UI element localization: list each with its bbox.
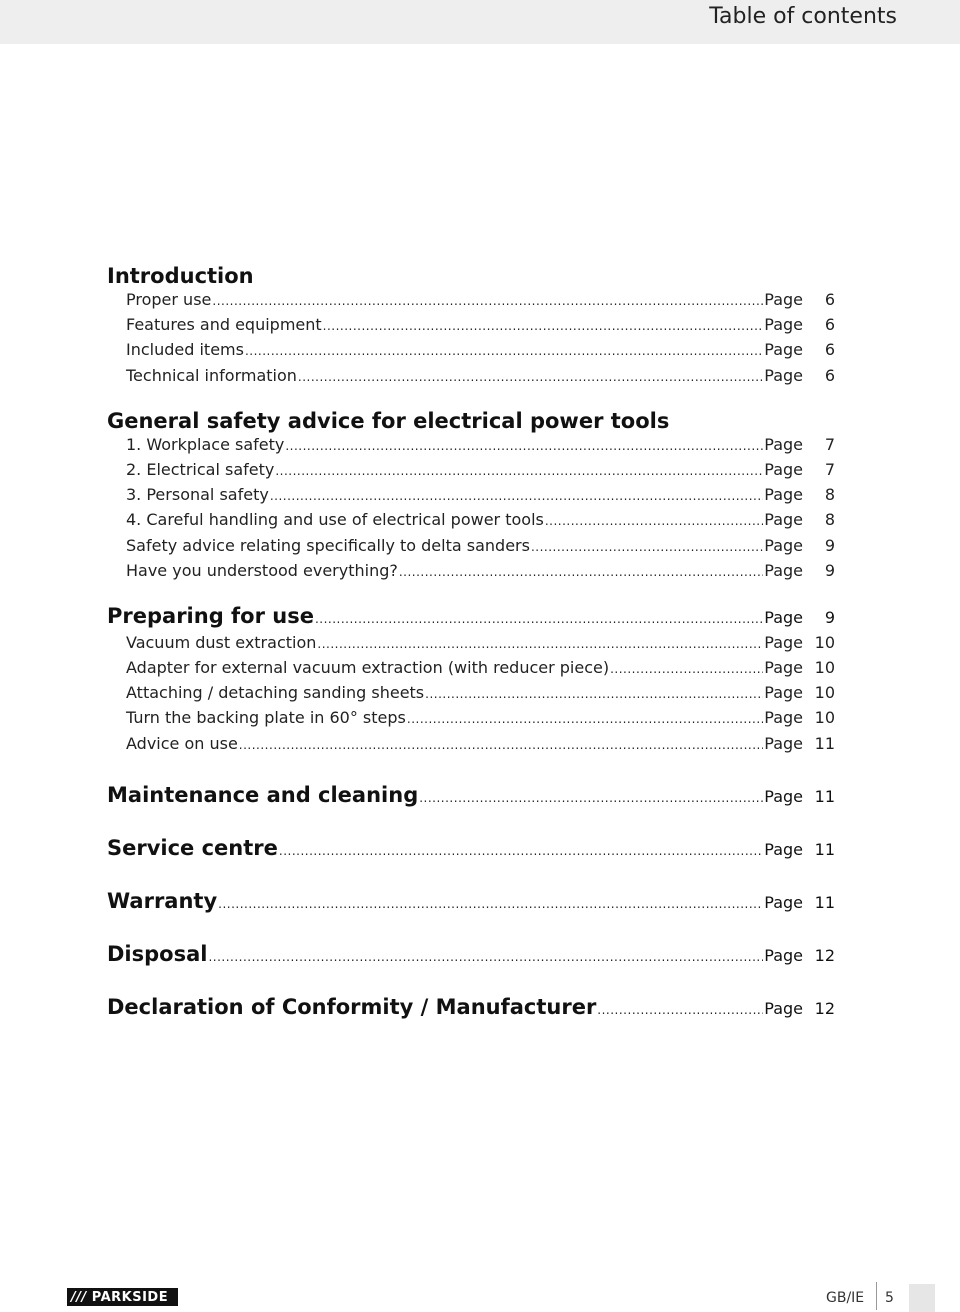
dot-leader [545,514,763,528]
toc-entry-page: 7 [824,459,835,479]
dot-leader [315,605,763,633]
region-code: GB/IE [826,1290,865,1306]
page-word: Page [764,708,803,728]
section-page: 11 [814,786,835,806]
page-number: 5 [885,1290,894,1306]
toc-entry-label: Have you understood everything? [126,560,398,580]
logo-text: PARKSIDE [91,1289,169,1305]
dot-leader [425,687,763,701]
toc-entry[interactable] [107,633,835,658]
page-word: Page [764,290,803,309]
toc-entry-page: 10 [814,708,835,728]
dot-leader [218,890,763,918]
dot-leader [323,319,764,333]
toc-entry-label: Vacuum dust extraction [126,632,317,652]
toc-section-heading-safety: General safety advice for electrical power tools [107,408,670,433]
dot-leader [208,943,763,971]
page-title: Table of contents [709,4,897,29]
toc-entry-page: 6 [824,315,835,335]
toc-entry-page: 10 [814,683,835,703]
dot-leader [597,996,763,1024]
dot-leader [239,738,763,752]
toc-section-heading-service[interactable] [107,834,835,865]
page-word: Page [764,485,803,505]
toc-entry[interactable] [107,734,835,759]
page-word: Page [764,459,803,479]
toc-section-heading-introduction: Introduction [107,264,254,288]
toc-entry[interactable] [107,460,835,485]
section-heading-label: Warranty [107,888,218,913]
dot-leader [275,464,763,478]
toc-entry[interactable] [107,561,835,586]
toc-entry-page: 6 [824,340,835,360]
toc-entry-page: 8 [824,510,835,530]
toc-entry-label: 2. Electrical safety [126,459,275,479]
dot-leader [270,489,763,503]
toc-entry-label: Turn the backing plate in 60° steps [126,708,406,728]
toc-entry[interactable] [107,315,835,340]
toc-section-heading-declaration[interactable] [107,993,835,1024]
toc-entry-page: 9 [824,560,835,580]
section-heading-label: Maintenance and cleaning [107,782,419,807]
toc-entry-label: 1. Workplace safety [126,434,285,454]
toc-entry[interactable] [107,435,835,460]
toc-section-heading-disposal[interactable] [107,940,835,971]
page-word: Page [764,998,803,1018]
toc-entry-page: 8 [824,485,835,505]
dot-leader [298,370,763,384]
toc-entry-page: 6 [824,290,835,309]
toc-section-heading-warranty[interactable] [107,887,835,918]
dot-leader [531,540,763,554]
toc-entry[interactable] [107,290,835,315]
page-word: Page [764,892,803,912]
page-word: Page [764,560,803,580]
dot-leader [279,837,763,865]
footer-divider [876,1282,877,1310]
section-page: 11 [814,839,835,859]
section-heading-label: Disposal [107,941,208,966]
toc-entry[interactable] [107,340,835,365]
page-word: Page [764,683,803,703]
toc-entry[interactable] [107,485,835,510]
toc-entry-label: Adapter for external vacuum extraction (with reducer piece) [126,658,610,678]
toc-entry[interactable] [107,683,835,708]
toc-entry-page: 10 [814,632,835,652]
dot-leader [610,662,763,676]
page-word: Page [764,607,803,627]
section-page: 12 [814,945,835,965]
logo-slashes: /// [71,1289,87,1305]
page-word: Page [764,733,803,753]
toc-entry-page: 9 [824,535,835,555]
section-heading-label: Preparing for use [107,603,314,628]
toc-entry-label: Technical information [126,365,297,385]
toc-entry-label: Included items [126,340,244,360]
page-word: Page [764,365,803,385]
dot-leader [285,439,763,453]
toc-entry-page: 7 [824,434,835,454]
toc-entry[interactable] [107,366,835,391]
page-word: Page [764,839,803,859]
toc-entry-label: Features and equipment [126,315,322,335]
section-heading-label: Service centre [107,835,278,860]
toc-entry[interactable] [107,708,835,733]
page-word: Page [764,535,803,555]
page-word: Page [764,434,803,454]
dot-leader [317,637,763,651]
section-page: 9 [824,607,835,627]
toc-entry-label: Safety advice relating specifically to delta sanders [126,535,530,555]
page-word: Page [764,658,803,678]
toc-entry-label: Advice on use [126,733,238,753]
toc-entry-page: 6 [824,365,835,385]
dot-leader [419,784,763,812]
toc-entry-page: 10 [814,658,835,678]
toc-entry-label: 4. Careful handling and use of electrical power tools [126,510,544,530]
toc-entry[interactable] [107,536,835,561]
toc-entry-label: 3. Personal safety [126,485,269,505]
section-heading-label: Declaration of Conformity / Manufacturer [107,994,597,1019]
parkside-logo [67,1288,178,1306]
table-of-contents [107,262,835,1024]
dot-leader [245,344,763,358]
dot-leader [399,565,763,579]
page-word: Page [764,786,803,806]
toc-section-heading-maintenance[interactable] [107,781,835,812]
page-word: Page [764,315,803,335]
corner-tab [909,1284,935,1312]
page-word: Page [764,510,803,530]
page-word: Page [764,340,803,360]
dot-leader [407,712,763,726]
toc-entry-label: Attaching / detaching sanding sheets [126,683,425,703]
toc-entry-page: 11 [814,733,835,753]
section-page: 12 [814,998,835,1018]
dot-leader [212,294,763,308]
page-word: Page [764,632,803,652]
toc-entry[interactable] [107,658,835,683]
section-page: 11 [814,892,835,912]
toc-entry[interactable] [107,510,835,535]
toc-entry-label: Proper use [126,290,212,309]
page-word: Page [764,945,803,965]
toc-section-heading-preparing[interactable] [107,602,835,633]
